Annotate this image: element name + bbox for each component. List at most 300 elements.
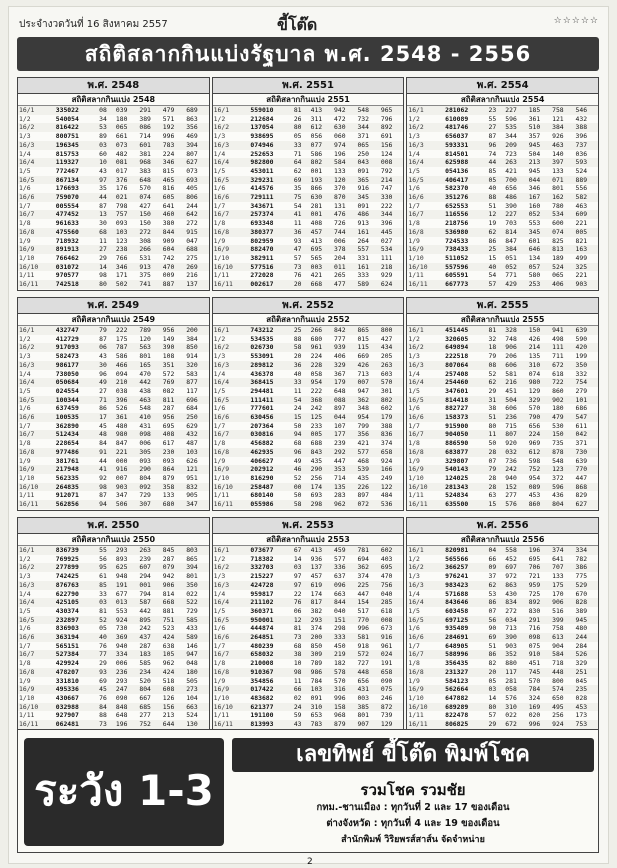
draw-date-cell: 16/1 bbox=[408, 326, 424, 334]
prize-cell: 13 bbox=[99, 210, 107, 219]
table-row bbox=[213, 465, 404, 474]
prize-cell: 722 bbox=[552, 378, 564, 387]
prize-cell: 557 bbox=[357, 245, 369, 254]
prize-cell: 435 bbox=[310, 456, 323, 465]
prize-cell: 606 bbox=[505, 404, 517, 413]
prize-cell: 33 bbox=[99, 589, 107, 598]
prize-cell: 410 bbox=[139, 413, 151, 422]
table-row bbox=[407, 624, 598, 633]
prize-cell: 347 bbox=[115, 491, 128, 500]
first-prize-cell: 603458 bbox=[445, 606, 469, 615]
prize-cell: 180 bbox=[115, 114, 128, 123]
prize-cell: 784 bbox=[310, 676, 323, 685]
prize-cell: 52 bbox=[99, 615, 107, 624]
draw-date-cell: 16/5 bbox=[408, 615, 424, 624]
draw-date-cell: 16/6 bbox=[408, 633, 424, 642]
prize-cell: 866 bbox=[310, 184, 323, 193]
prize-cell: 14 bbox=[293, 554, 302, 563]
prize-cell: 058 bbox=[505, 685, 517, 694]
prize-cell: 940 bbox=[505, 473, 517, 482]
prize-cell: 506 bbox=[115, 500, 128, 509]
table-row bbox=[18, 474, 209, 483]
table-row bbox=[18, 237, 209, 246]
prize-cell: 032 bbox=[505, 447, 517, 456]
table-row bbox=[407, 598, 598, 607]
prize-cell: 115 bbox=[357, 343, 369, 352]
prize-cell: 88 bbox=[293, 334, 302, 343]
draw-date-cell: 16/8 bbox=[19, 667, 35, 676]
prize-cell: 420 bbox=[575, 343, 588, 352]
prize-cell: 535 bbox=[505, 123, 517, 132]
prize-cell: 039 bbox=[115, 106, 128, 114]
prize-cell: 413 bbox=[310, 546, 323, 554]
first-prize-cell: 935489 bbox=[445, 624, 469, 633]
prize-cell: 684 bbox=[186, 404, 198, 413]
prize-cell: 065 bbox=[357, 140, 369, 149]
first-prize-cell: 577516 bbox=[250, 262, 274, 271]
prize-cell: 570 bbox=[139, 184, 151, 193]
prize-cell: 656 bbox=[357, 676, 369, 685]
table-row bbox=[407, 396, 598, 405]
draw-date-cell: 1/5 bbox=[213, 386, 226, 395]
prize-cell: 980 bbox=[528, 378, 541, 387]
draw-date-cell: 1/8 bbox=[213, 439, 226, 448]
prize-cell: 897 bbox=[334, 404, 346, 413]
table-row bbox=[18, 370, 209, 379]
prize-cell: 206 bbox=[505, 352, 517, 361]
prize-cell: 98 bbox=[99, 271, 107, 280]
first-prize-cell: 836903 bbox=[55, 624, 79, 633]
prize-cell: 02 bbox=[293, 693, 302, 702]
prize-cell: 375 bbox=[139, 271, 151, 280]
first-prize-cell: 211102 bbox=[250, 598, 274, 607]
prize-cell: 356 bbox=[357, 430, 369, 439]
prize-cell: 484 bbox=[380, 491, 393, 500]
prize-cell: 49 bbox=[99, 378, 107, 387]
prize-cell: 85 bbox=[99, 580, 107, 589]
table-subheading: สถิติสลากกินแบ่ง 2554 bbox=[407, 94, 598, 106]
table-row bbox=[18, 685, 209, 694]
draw-date-cell: 1/3 bbox=[408, 352, 420, 361]
prize-cell: 696 bbox=[186, 395, 198, 404]
first-prize-cell: 891913 bbox=[55, 245, 79, 254]
prize-cell: 073 bbox=[186, 166, 198, 175]
prize-cell: 62 bbox=[293, 166, 302, 175]
first-prize-cell: 656037 bbox=[445, 132, 469, 141]
prize-cell: 05 bbox=[488, 175, 497, 184]
prize-cell: 669 bbox=[357, 352, 369, 361]
prize-cell: 727 bbox=[357, 659, 369, 668]
prize-cell: 001 bbox=[139, 580, 151, 589]
prize-cell: 581 bbox=[505, 369, 517, 378]
prize-cell: 574 bbox=[552, 685, 564, 694]
prize-cell: 389 bbox=[139, 114, 151, 123]
prize-cell: 913 bbox=[357, 219, 369, 228]
prize-cell: 658 bbox=[380, 447, 393, 456]
prize-cell: 677 bbox=[115, 589, 128, 598]
prize-cell: 618 bbox=[552, 369, 564, 378]
prize-cell: 32 bbox=[488, 334, 497, 343]
first-prize-cell: 693348 bbox=[250, 219, 274, 228]
first-prize-cell: 430667 bbox=[55, 693, 79, 702]
prize-cell: 10 bbox=[293, 659, 302, 668]
prize-cell: 713 bbox=[357, 369, 369, 378]
prize-cell: 239 bbox=[139, 554, 151, 563]
prize-cell: 648 bbox=[139, 175, 151, 184]
prize-cell: 658 bbox=[380, 667, 393, 676]
prize-cell: 715 bbox=[505, 421, 517, 430]
prize-cell: 865 bbox=[357, 326, 369, 334]
table-row bbox=[213, 141, 404, 150]
draw-date-cell: 16/9 bbox=[408, 685, 424, 694]
draw-date-cell: 16/6 bbox=[213, 193, 230, 202]
draw-date-cell: 1/5 bbox=[408, 606, 420, 615]
prize-cell: 81 bbox=[293, 624, 302, 633]
prize-cell: 298 bbox=[334, 624, 346, 633]
first-prize-cell: 335022 bbox=[55, 106, 79, 114]
prize-cell: 792 bbox=[380, 166, 393, 175]
draw-date-cell: 16/5 bbox=[19, 395, 35, 404]
prize-cell: 920 bbox=[505, 439, 517, 448]
prize-cell: 091 bbox=[310, 693, 323, 702]
prize-cell: 46 bbox=[293, 465, 302, 474]
draw-date-cell: 1/8 bbox=[213, 659, 226, 668]
prize-cell: 04 bbox=[488, 546, 497, 554]
prize-cell: 80 bbox=[293, 123, 302, 132]
draw-date-cell: 1/11 bbox=[213, 271, 230, 280]
prize-cell: 801 bbox=[552, 184, 564, 193]
table-row bbox=[407, 555, 598, 564]
first-prize-cell: 729111 bbox=[250, 193, 274, 202]
prize-cell: 572 bbox=[162, 369, 175, 378]
first-prize-cell: 024554 bbox=[55, 386, 79, 395]
draw-date-cell: 1/3 bbox=[213, 572, 226, 581]
prize-cell bbox=[504, 289, 527, 291]
prize-cell: 394 bbox=[186, 140, 198, 149]
prize-cell: 951 bbox=[186, 473, 198, 482]
prize-cell: 133 bbox=[552, 572, 564, 581]
slogan: รวมโชค รวมชัย bbox=[360, 781, 466, 799]
prize-cell: 830 bbox=[528, 606, 541, 615]
prize-cell: 150 bbox=[528, 326, 541, 334]
prize-cell: 239 bbox=[334, 439, 346, 448]
prize-cell: 54 bbox=[488, 271, 497, 280]
first-prize-cell: 559010 bbox=[250, 106, 274, 114]
first-prize-cell: 381761 bbox=[55, 456, 79, 465]
draw-date-cell: 16/10 bbox=[19, 482, 39, 491]
prize-cell: 93 bbox=[99, 667, 107, 676]
schedule-bangkok: กทม.-ชานเมือง : ทุกวันที่ 2 และ 17 ของเดือน bbox=[316, 802, 510, 813]
draw-date-cell: 16/5 bbox=[19, 175, 35, 184]
prize-cell: 486 bbox=[505, 193, 517, 202]
prize-cell: 408 bbox=[310, 219, 323, 228]
prize-cell bbox=[504, 509, 527, 511]
prize-cell: 123 bbox=[552, 465, 564, 474]
prize-cell: 013 bbox=[115, 598, 128, 607]
draw-date-cell: 16/10 bbox=[408, 702, 428, 711]
first-prize-cell: 647882 bbox=[445, 693, 469, 702]
prize-cell: 97 bbox=[293, 572, 302, 581]
prize-cell: 707 bbox=[552, 563, 564, 572]
first-prize-cell: 424728 bbox=[250, 580, 274, 589]
first-prize-cell: 588996 bbox=[445, 650, 469, 659]
prize-cell: 974 bbox=[334, 140, 346, 149]
prize-cell: 639 bbox=[575, 456, 588, 465]
first-prize-cell: 938695 bbox=[250, 132, 274, 141]
prize-cell: 196 bbox=[528, 546, 541, 554]
table-row bbox=[407, 711, 598, 720]
prize-cell: 433 bbox=[186, 624, 198, 633]
prize-cell: 191 bbox=[115, 580, 128, 589]
prize-cell: 179 bbox=[334, 378, 346, 387]
prize-cell: 617 bbox=[162, 439, 175, 448]
prize-cell: 408 bbox=[162, 430, 175, 439]
prize-cell: 021 bbox=[115, 193, 128, 202]
draw-date-cell bbox=[18, 509, 55, 511]
prize-cell: 916 bbox=[357, 184, 369, 193]
prize-cell: 365 bbox=[357, 175, 369, 184]
prize-cell bbox=[333, 289, 356, 291]
prize-cell: 53 bbox=[488, 589, 497, 598]
table-row bbox=[213, 158, 404, 167]
draw-date-cell: 16/6 bbox=[213, 633, 230, 642]
table-row bbox=[407, 404, 598, 413]
draw-date-cell: 1/4 bbox=[19, 149, 31, 158]
warning-panel bbox=[24, 738, 224, 846]
prize-cell: 741 bbox=[139, 280, 151, 289]
table-row bbox=[407, 193, 598, 202]
prize-cell: 277 bbox=[505, 491, 517, 500]
first-prize-cell: 820981 bbox=[445, 546, 469, 554]
prize-cell: 11 bbox=[293, 219, 302, 228]
prize-cell: 216 bbox=[186, 271, 198, 280]
prize-cell: 383 bbox=[139, 166, 151, 175]
prize-cell: 273 bbox=[186, 685, 198, 694]
prize-cell: 895 bbox=[139, 615, 151, 624]
prize-cell: 47 bbox=[293, 245, 302, 254]
prize-cell: 226 bbox=[357, 482, 369, 491]
prize-cell: 344 bbox=[357, 123, 369, 132]
prize-cell: 64 bbox=[293, 158, 302, 167]
table-row bbox=[18, 326, 209, 335]
prize-cell: 293 bbox=[310, 615, 323, 624]
first-prize-cell: 212684 bbox=[250, 114, 274, 123]
prize-cell: 670 bbox=[575, 589, 588, 598]
prize-cell: 69 bbox=[488, 633, 497, 642]
table-row bbox=[18, 616, 209, 625]
table-row bbox=[18, 633, 209, 642]
draw-date-cell: 1/9 bbox=[408, 676, 420, 685]
prize-cell: 769 bbox=[162, 378, 175, 387]
prize-cell: 480 bbox=[115, 421, 128, 430]
prize-cell: 008 bbox=[380, 615, 393, 624]
prize-cell: 263 bbox=[380, 360, 393, 369]
first-prize-cell: 605591 bbox=[445, 271, 469, 280]
table-row bbox=[18, 555, 209, 564]
prize-cell: 735 bbox=[552, 439, 564, 448]
prize-cell: 956 bbox=[162, 413, 175, 422]
prize-cell: 121 bbox=[552, 114, 564, 123]
prize-cell: 279 bbox=[575, 386, 588, 395]
prize-cell: 526 bbox=[575, 650, 588, 659]
prize-cell: 572 bbox=[357, 650, 369, 659]
prize-cell: 847 bbox=[505, 236, 517, 245]
prize-cell: 122 bbox=[380, 482, 393, 491]
prize-cell: 266 bbox=[139, 245, 151, 254]
prize-cell: 553 bbox=[528, 219, 541, 228]
prize-cell: 84 bbox=[99, 702, 107, 711]
draw-date-cell: 16/9 bbox=[19, 465, 35, 474]
table-row bbox=[407, 141, 598, 150]
first-prize-cell: 354856 bbox=[250, 676, 274, 685]
draw-date-cell: 1/4 bbox=[408, 589, 420, 598]
prize-cell bbox=[575, 289, 598, 291]
draw-date-cell bbox=[213, 509, 250, 511]
prize-cell: 570 bbox=[380, 378, 393, 387]
draw-date-cell: 1/8 bbox=[19, 659, 31, 668]
draw-date-cell: 1/6 bbox=[19, 184, 31, 193]
table-row bbox=[213, 711, 404, 720]
prize-cell: 065 bbox=[115, 123, 128, 132]
prize-cell: 79 bbox=[99, 326, 107, 334]
results-table bbox=[213, 546, 404, 731]
prize-cell: 294 bbox=[139, 572, 151, 581]
prize-cell: 150 bbox=[139, 210, 151, 219]
prize-cell: 31 bbox=[488, 395, 497, 404]
prize-cell: 758 bbox=[552, 106, 564, 114]
prize-cell: 385 bbox=[357, 702, 369, 711]
draw-date-cell: 16/2 bbox=[19, 563, 35, 572]
prize-cell: 802 bbox=[310, 158, 323, 167]
prize-cell: 587 bbox=[139, 598, 151, 607]
prize-cell: 091 bbox=[357, 166, 369, 175]
table-row bbox=[18, 563, 209, 572]
table-row bbox=[18, 607, 209, 616]
first-prize-cell: 557596 bbox=[445, 262, 469, 271]
first-prize-cell: 658032 bbox=[250, 650, 274, 659]
prize-cell: 463 bbox=[575, 201, 588, 210]
prize-cell: 249 bbox=[380, 473, 393, 482]
first-prize-cell: 495336 bbox=[55, 685, 79, 694]
prize-cell: 213 bbox=[162, 711, 175, 720]
draw-date-cell: 16/8 bbox=[19, 227, 35, 236]
draw-date-cell: 16/1 bbox=[213, 106, 230, 114]
table-row bbox=[213, 352, 404, 361]
prize-cell: 487 bbox=[186, 439, 198, 448]
prize-cell: 386 bbox=[575, 563, 588, 572]
prize-cell: 77 bbox=[99, 650, 107, 659]
prize-cell: 324 bbox=[528, 693, 541, 702]
prize-cell: 486 bbox=[357, 210, 369, 219]
first-prize-cell: 062481 bbox=[55, 720, 79, 729]
table-row bbox=[18, 245, 209, 254]
year-heading: พ.ศ. 2548 bbox=[18, 78, 209, 94]
prize-cell: 071 bbox=[552, 175, 564, 184]
prize-cell: 56 bbox=[99, 554, 107, 563]
prize-cell: 80 bbox=[488, 421, 497, 430]
prize-cell: 007 bbox=[357, 378, 369, 387]
prize-cell: 723 bbox=[505, 149, 517, 158]
first-prize-cell: 481746 bbox=[445, 123, 469, 132]
prize-cell: 729 bbox=[139, 491, 151, 500]
prize-cell: 969 bbox=[528, 439, 541, 448]
prize-cell: 860 bbox=[552, 386, 564, 395]
prize-cell: 524 bbox=[186, 711, 198, 720]
prize-cell: 291 bbox=[139, 106, 151, 114]
first-prize-cell bbox=[444, 509, 487, 511]
prize-cell: 149 bbox=[162, 334, 175, 343]
draw-date-cell: 1/7 bbox=[213, 421, 226, 430]
first-prize-cell: 215227 bbox=[250, 572, 274, 581]
prize-cell: 345 bbox=[528, 227, 541, 236]
draw-date-cell: 16/1 bbox=[408, 546, 424, 554]
prize-cell: 76 bbox=[293, 271, 302, 280]
table-row bbox=[213, 546, 404, 555]
first-prize-cell: 777601 bbox=[250, 404, 274, 413]
prize-cell: 548 bbox=[552, 456, 564, 465]
first-prize-cell: 366257 bbox=[445, 563, 469, 572]
prize-cell: 222 bbox=[380, 201, 393, 210]
first-prize-cell: 176693 bbox=[55, 184, 79, 193]
prize-cell: 117 bbox=[505, 667, 517, 676]
table-row bbox=[18, 210, 209, 219]
prize-cell: 225 bbox=[357, 580, 369, 589]
table-row bbox=[407, 448, 598, 457]
first-prize-cell: 002617 bbox=[250, 280, 274, 289]
prize-cell: 534 bbox=[552, 210, 564, 219]
prize-cell: 396 bbox=[575, 132, 588, 141]
prize-cell: 221 bbox=[575, 271, 588, 280]
table-row bbox=[213, 413, 404, 422]
prize-cell: 378 bbox=[334, 245, 346, 254]
draw-date-cell: 16/5 bbox=[408, 395, 424, 404]
prize-cell: 469 bbox=[186, 132, 198, 141]
draw-date-cell: 16/10 bbox=[408, 482, 428, 491]
prize-cell: 56 bbox=[488, 615, 497, 624]
prize-cell: 54 bbox=[293, 201, 302, 210]
prize-cell: 334 bbox=[115, 650, 128, 659]
draw-date-cell: 1/2 bbox=[408, 114, 420, 123]
prize-cell: 986 bbox=[310, 667, 323, 676]
prize-cell: 68 bbox=[293, 641, 302, 650]
prize-cell: 447 bbox=[334, 456, 346, 465]
prize-cell: 716 bbox=[528, 624, 541, 633]
prize-cell: 325 bbox=[575, 262, 588, 271]
prize-cell: 804 bbox=[139, 685, 151, 694]
prize-cell: 504 bbox=[505, 395, 517, 404]
table-row bbox=[213, 607, 404, 616]
prize-cell: 03 bbox=[488, 685, 497, 694]
prize-cell: 120 bbox=[139, 334, 151, 343]
prize-cell: 604 bbox=[162, 245, 175, 254]
table-row bbox=[18, 413, 209, 422]
table-row bbox=[407, 280, 598, 289]
table-row bbox=[213, 115, 404, 124]
first-prize-cell: 822478 bbox=[445, 711, 469, 720]
prize-cell: 20 bbox=[293, 280, 302, 289]
draw-date-cell: 16/4 bbox=[19, 598, 35, 607]
prize-cell: 238 bbox=[115, 245, 128, 254]
first-prize-cell: 257408 bbox=[445, 369, 469, 378]
prize-cell: 814 bbox=[505, 227, 517, 236]
draw-date-cell: 1/10 bbox=[213, 473, 230, 482]
prize-cell: 022 bbox=[505, 711, 517, 720]
draw-date-cell: 1/11 bbox=[213, 711, 230, 720]
prize-cell bbox=[551, 509, 574, 511]
prize-cell bbox=[487, 289, 504, 291]
prize-cell: 98 bbox=[99, 482, 107, 491]
table-row bbox=[213, 228, 404, 237]
